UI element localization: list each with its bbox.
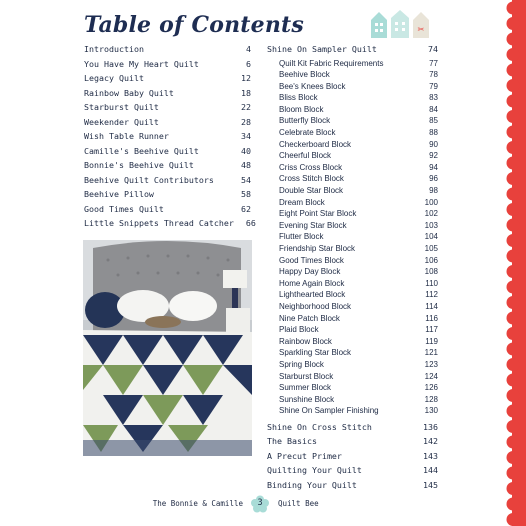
page-number: 3 <box>257 498 263 508</box>
toc-entry-page: 144 <box>423 465 438 476</box>
toc-subentry[interactable] <box>267 163 438 175</box>
toc-entry[interactable] <box>84 160 251 175</box>
toc-subentry[interactable] <box>267 302 438 314</box>
toc-entry-label: Wish Table Runner <box>84 131 169 141</box>
toc-entry-label: Bloom Block <box>279 104 324 114</box>
toc-entry-page: 105 <box>424 244 438 253</box>
toc-right-column <box>267 44 438 494</box>
footer-right-text: Quilt Bee <box>278 499 319 508</box>
toc-entry-page: 40 <box>241 145 251 156</box>
toc-entry-page: 108 <box>424 267 438 277</box>
toc-entry[interactable] <box>84 117 251 132</box>
toc-entry-page: 124 <box>424 371 438 381</box>
toc-entry[interactable] <box>84 204 251 219</box>
toc-entry-page: 79 <box>429 81 438 91</box>
toc-subentry[interactable] <box>267 209 438 221</box>
toc-subentry[interactable] <box>267 267 438 279</box>
page-footer <box>0 496 526 514</box>
toc-entry-label: Double Star Block <box>279 186 344 196</box>
toc-entry-page: 94 <box>429 162 438 172</box>
toc-subentry[interactable] <box>267 82 438 94</box>
toc-entry-label: Flutter Block <box>279 232 324 242</box>
toc-entry-label: Sparkling Star Block <box>279 348 352 358</box>
toc-entry-page: 85 <box>429 116 438 126</box>
toc-entry-sampler[interactable] <box>267 44 438 59</box>
toc-entry-page: 104 <box>424 232 438 242</box>
toc-subentry[interactable] <box>267 128 438 140</box>
toc-entry-label: Nine Patch Block <box>279 313 340 323</box>
toc-entry-label: Celebrate Block <box>279 128 336 138</box>
toc-entry-label: Butterfly Block <box>279 116 331 126</box>
toc-entry-label: Starburst Quilt <box>84 102 159 112</box>
toc-entry-label: Sunshine Block <box>279 394 335 404</box>
toc-entry[interactable] <box>84 175 251 190</box>
toc-entry-label: Quilting Your Quilt <box>267 465 362 476</box>
toc-entry-page: 12 <box>241 73 251 83</box>
quilt-photo <box>83 240 252 456</box>
toc-subentry[interactable] <box>267 348 438 360</box>
toc-subentry[interactable] <box>267 59 438 71</box>
toc-entry-label: Cross Stitch Block <box>279 174 344 184</box>
toc-entry-page: 54 <box>241 174 251 185</box>
toc-subentry[interactable] <box>267 232 438 244</box>
toc-entry-page: 100 <box>424 197 438 207</box>
toc-entry[interactable] <box>267 451 438 466</box>
toc-entry-page: 83 <box>429 93 438 103</box>
toc-entry-page: 90 <box>429 139 438 149</box>
toc-entry-page: 103 <box>424 220 438 230</box>
toc-entry-label: Beehive Block <box>279 70 330 80</box>
scallop-border <box>506 0 526 526</box>
toc-subentry[interactable] <box>267 221 438 233</box>
toc-entry-label: You Have My Heart Quilt <box>84 58 199 69</box>
toc-entry-label: Quilt Kit Fabric Requirements <box>279 58 384 68</box>
toc-entry-label: Bonnie's Beehive Quilt <box>84 160 194 170</box>
toc-entry-label: Bee's Knees Block <box>279 81 346 91</box>
toc-subentry[interactable] <box>267 186 438 198</box>
toc-subentry[interactable] <box>267 337 438 349</box>
toc-entry-label: Spring Block <box>279 359 324 369</box>
footer-left-text: The Bonnie & Camille <box>152 499 243 508</box>
toc-entry-page: 121 <box>424 348 438 358</box>
toc-entry-page: 142 <box>423 436 438 447</box>
toc-entry-page: 119 <box>425 336 438 346</box>
toc-entry-page: 96 <box>429 174 438 184</box>
toc-entry[interactable] <box>84 102 251 117</box>
toc-entry[interactable] <box>84 44 251 59</box>
toc-entry-label: Binding Your Quilt <box>267 479 357 490</box>
toc-entry-label: Plaid Block <box>279 325 319 335</box>
toc-entry-label: Neighborhood Block <box>279 301 352 311</box>
toc-entry-label: Legacy Quilt <box>84 73 144 83</box>
toc-left-column <box>84 44 256 233</box>
toc-entry-label: Cheerful Block <box>279 151 332 161</box>
toc-entry-page: 112 <box>425 290 438 300</box>
toc-subentry[interactable] <box>267 116 438 128</box>
toc-subentry[interactable] <box>267 198 438 210</box>
toc-subentry[interactable] <box>267 406 438 418</box>
toc-entry[interactable] <box>84 218 256 233</box>
toc-subentry[interactable] <box>267 325 438 337</box>
toc-entry[interactable] <box>84 189 251 204</box>
toc-entry-page: 78 <box>429 70 438 80</box>
toc-entry-page: 130 <box>424 406 438 416</box>
toc-subentry[interactable] <box>267 314 438 326</box>
toc-entry-page: 84 <box>429 104 438 114</box>
toc-entry-label: Criss Cross Block <box>279 162 343 172</box>
toc-entry-page: 114 <box>425 301 438 311</box>
toc-entry-label: Summer Block <box>279 383 332 393</box>
toc-subentry[interactable] <box>267 360 438 372</box>
toc-entry-page: 77 <box>429 58 438 68</box>
toc-subentry[interactable] <box>267 395 438 407</box>
toc-entry-page: 66 <box>245 218 256 228</box>
toc-entry-label: Dream Block <box>279 197 325 207</box>
toc-entry-label: Friendship Star Block <box>279 244 356 253</box>
toc-subentry[interactable] <box>267 383 438 395</box>
toc-entry-label: Evening Star Block <box>279 220 347 230</box>
toc-subentry[interactable] <box>267 279 438 291</box>
toc-entry-label: Weekender Quilt <box>84 116 159 127</box>
toc-entry-page: 110 <box>425 278 438 288</box>
toc-entry-page: 136 <box>423 421 438 432</box>
toc-entry[interactable] <box>84 146 251 161</box>
toc-entry-page: 117 <box>425 325 438 335</box>
toc-entry-label: Good Times Quilt <box>84 203 164 214</box>
toc-subentry[interactable] <box>267 105 438 117</box>
toc-entry-label: Checkerboard Block <box>279 139 352 149</box>
toc-entry-label: Shine On Sampler Quilt <box>267 44 377 54</box>
toc-entry-label: Shine On Cross Stitch <box>267 421 372 432</box>
toc-entry-label: Camille's Beehive Quilt <box>84 145 199 156</box>
toc-subentry[interactable] <box>267 256 438 268</box>
toc-entry-page: 4 <box>246 44 251 54</box>
toc-subentry[interactable] <box>267 174 438 186</box>
toc-subentry[interactable] <box>267 70 438 82</box>
toc-entry-page: 34 <box>241 131 251 141</box>
toc-entry-page: 123 <box>424 359 438 369</box>
toc-entry-label: Eight Point Star Block <box>279 209 357 219</box>
toc-entry-page: 102 <box>424 209 438 219</box>
toc-entry-page: 145 <box>423 479 438 490</box>
toc-entry[interactable] <box>267 436 438 451</box>
toc-entry-label: Little Snippets Thread Catcher <box>84 218 234 228</box>
toc-entry-label: The Basics <box>267 436 317 447</box>
toc-subentry[interactable] <box>267 244 438 256</box>
toc-subentry[interactable] <box>267 93 438 105</box>
toc-entry-label: Lighthearted Block <box>279 290 346 300</box>
toc-entry-page: 62 <box>241 203 251 214</box>
toc-entry-label: Rainbow Baby Quilt <box>84 87 174 98</box>
toc-entry-page: 28 <box>241 116 251 127</box>
toc-entry-label: Happy Day Block <box>279 267 341 277</box>
toc-subentry[interactable] <box>267 290 438 302</box>
toc-entry-page: 106 <box>424 255 438 265</box>
toc-entry-page: 6 <box>246 58 251 69</box>
toc-entry[interactable] <box>267 480 438 495</box>
toc-entry-page: 92 <box>429 151 438 161</box>
toc-entry[interactable] <box>84 73 251 88</box>
toc-entry-page: 128 <box>424 394 438 404</box>
toc-entry-page: 22 <box>241 102 251 112</box>
toc-entry[interactable] <box>267 422 438 437</box>
toc-entry-label: Beehive Quilt Contributors <box>84 174 214 185</box>
svg-text:✂: ✂ <box>417 25 425 34</box>
toc-entry-page: 126 <box>424 383 438 393</box>
toc-entry-label: Introduction <box>84 44 144 54</box>
toc-entry[interactable] <box>267 465 438 480</box>
toc-entry-page: 143 <box>423 450 438 461</box>
toc-subentry[interactable] <box>267 140 438 152</box>
toc-entry-page: 116 <box>425 313 438 323</box>
toc-entry-label: Home Again Block <box>279 278 345 288</box>
toc-entry-label: Rainbow Block <box>279 336 332 346</box>
page-title: Table of Contents <box>84 12 304 38</box>
toc-entry-page: 74 <box>428 44 438 54</box>
toc-entry-label: Bliss Block <box>279 93 318 103</box>
toc-entry[interactable] <box>84 88 251 103</box>
toc-entry-page: 18 <box>241 87 251 98</box>
toc-entry-label: Beehive Pillow <box>84 189 154 199</box>
houses-icon <box>369 9 439 39</box>
toc-entry-label: Shine On Sampler Finishing <box>279 406 379 416</box>
toc-subentry[interactable] <box>267 151 438 163</box>
toc-entry-page: 58 <box>241 189 251 199</box>
toc-entry-label: Good Times Block <box>279 255 344 265</box>
toc-entry[interactable] <box>84 131 251 146</box>
toc-entry-page: 98 <box>429 186 438 196</box>
toc-entry-page: 88 <box>429 128 438 138</box>
toc-entry-page: 48 <box>241 160 251 170</box>
page-number-badge <box>250 495 270 513</box>
toc-subentry[interactable] <box>267 372 438 384</box>
toc-entry[interactable] <box>84 59 251 74</box>
toc-entry-label: Starburst Block <box>279 371 334 381</box>
toc-entry-label: A Precut Primer <box>267 450 342 461</box>
